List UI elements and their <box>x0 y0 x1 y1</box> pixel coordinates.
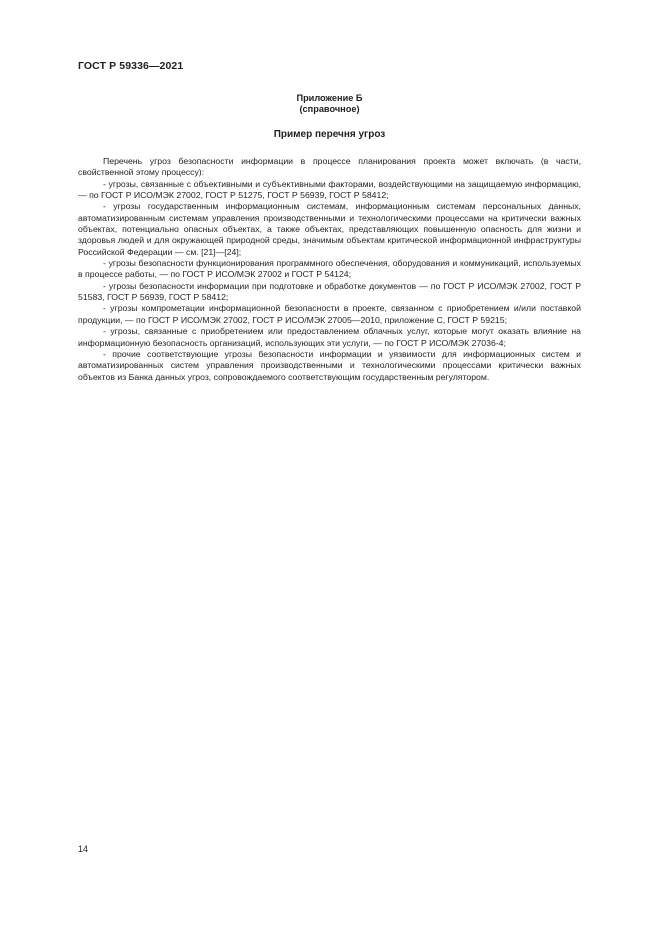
threat-list-item: - угрозы компрометации информационной безопасности в проекте, связанном с приобретением и/или поставкой продукции, — по ГОСТ Р ИСО/МЭК 27002, ГОСТ Р ИСО/МЭК 27005—2010, приложение С, ГОСТ Р 59215; <box>78 303 581 325</box>
section-title: Пример перечня угроз <box>273 129 386 140</box>
document-standard-code: ГОСТ Р 59336—2021 <box>78 60 184 72</box>
threat-list-item: - прочие соответствующие угрозы безопасности информации и уязвимости для информационных систем и автоматизированных систем управления производственными и технологическими процессами критически важных объектов из Банка данных угроз, сопровождаемого соответствующим государственным регулятором. <box>78 348 581 382</box>
page-number: 14 <box>78 844 89 854</box>
intro-paragraph: Перечень угроз безопасности информации в процессе планирования проекта может включать (в части, свойственной этому процессу): <box>78 156 581 178</box>
annex-note: (справочное) <box>299 104 360 114</box>
threat-list-item: - угрозы безопасности функционирования программного обеспечения, оборудования и коммуникаций, используемых в процессе работы, — по ГОСТ Р ИСО/МЭК 27002 и ГОСТ Р 54124; <box>78 258 581 280</box>
threat-list-item: - угрозы государственным информационным системам, информационным системам персональных данных, автоматизированным системам управления производственными и технологическими процессами на критически важных объектах, потенциально опасных объектах, а также объектах, представляющих повышенную опасность для жизни и здоровья людей и для окружающей природной среды, значимым объектам критической информационной инфраструктуры Российской Федерации — см. [21]—[24]; <box>78 201 581 257</box>
annex-title: Приложение Б <box>296 93 363 103</box>
threat-list-item: - угрозы, связанные с объективными и субъективными факторами, воздействующими на защищаемую информацию, — по ГОСТ Р ИСО/МЭК 27002, ГОСТ Р 51275, ГОСТ Р 56939, ГОСТ Р 58412; <box>78 178 581 201</box>
document-body <box>78 156 581 383</box>
threat-list-item: - угрозы безопасности информации при подготовке и обработке документов — по ГОСТ Р ИСО/МЭК 27002, ГОСТ Р 51583, ГОСТ Р 56939, ГОСТ Р 58412; <box>78 280 581 303</box>
threat-list-item: - угрозы, связанные с приобретением или предоставлением облачных услуг, которые могут оказать влияние на информационную безопасность организаций, использующих эти услуги, — по ГОСТ Р ИСО/МЭК 27036-4; <box>78 326 581 348</box>
